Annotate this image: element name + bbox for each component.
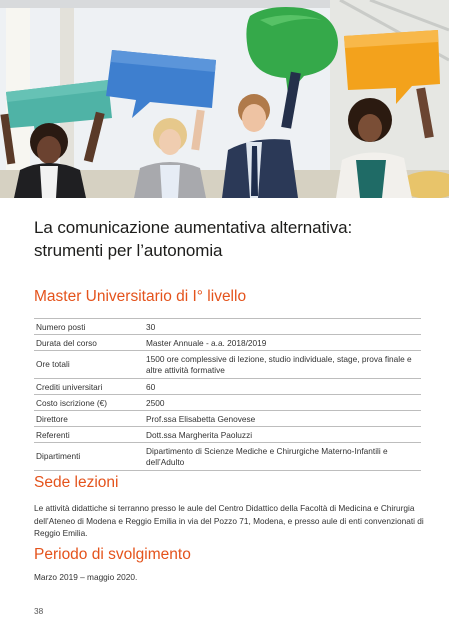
row-key: Direttore (36, 413, 68, 424)
row-value: 60 (146, 381, 156, 392)
table-row (34, 411, 421, 427)
row-value: Dipartimento di Scienze Mediche e Chirurgiche Materno-Infantili e dell’Adulto (146, 445, 388, 467)
row-key: Numero posti (36, 321, 86, 332)
row-value: Prof.ssa Elisabetta Genovese (146, 413, 256, 424)
master-heading: Master Universitario di I° livello (34, 288, 247, 305)
table-row (34, 395, 421, 411)
row-value: 30 (146, 321, 156, 332)
row-key: Durata del corso (36, 337, 97, 348)
table-row (34, 443, 421, 471)
sede-paragraph: Le attività didattiche si terranno presso le aule del Centro Didattico della Facoltà di Medicina e Chirurgia dell’Ateneo di Modena e Reggio Emilia in via del Pozzo 71, Modena, e presso aule di enti convenzionati di Reggio Emilia. (34, 503, 424, 538)
row-value: 1500 ore complessive di lezione, studio individuale, stage, prova finale e altre attività formative (146, 353, 412, 375)
row-key: Referenti (36, 429, 70, 440)
page-title: La comunicazione aumentativa alternativa: strumenti per l’autonomia (34, 218, 353, 260)
periodo-paragraph: Marzo 2019 – maggio 2020. (34, 572, 138, 582)
table-row (34, 319, 421, 335)
course-info-table (34, 318, 421, 471)
row-key: Costo iscrizione (€) (36, 397, 108, 408)
row-value: Dott.ssa Margherita Paoluzzi (146, 429, 253, 440)
sede-heading: Sede lezioni (34, 474, 119, 491)
table-row (34, 427, 421, 443)
hero-photo (0, 0, 449, 198)
row-key: Crediti universitari (36, 381, 103, 392)
table-row (34, 335, 421, 351)
row-value: 2500 (146, 397, 165, 408)
row-key: Dipartimenti (36, 451, 81, 461)
table-row (34, 351, 421, 379)
row-value: Master Annuale - a.a. 2018/2019 (146, 337, 267, 348)
periodo-heading: Periodo di svolgimento (34, 546, 191, 563)
table-row (34, 379, 421, 395)
hero-illustration (0, 0, 449, 198)
page-number: 38 (34, 606, 44, 616)
row-key: Ore totali (36, 359, 70, 369)
